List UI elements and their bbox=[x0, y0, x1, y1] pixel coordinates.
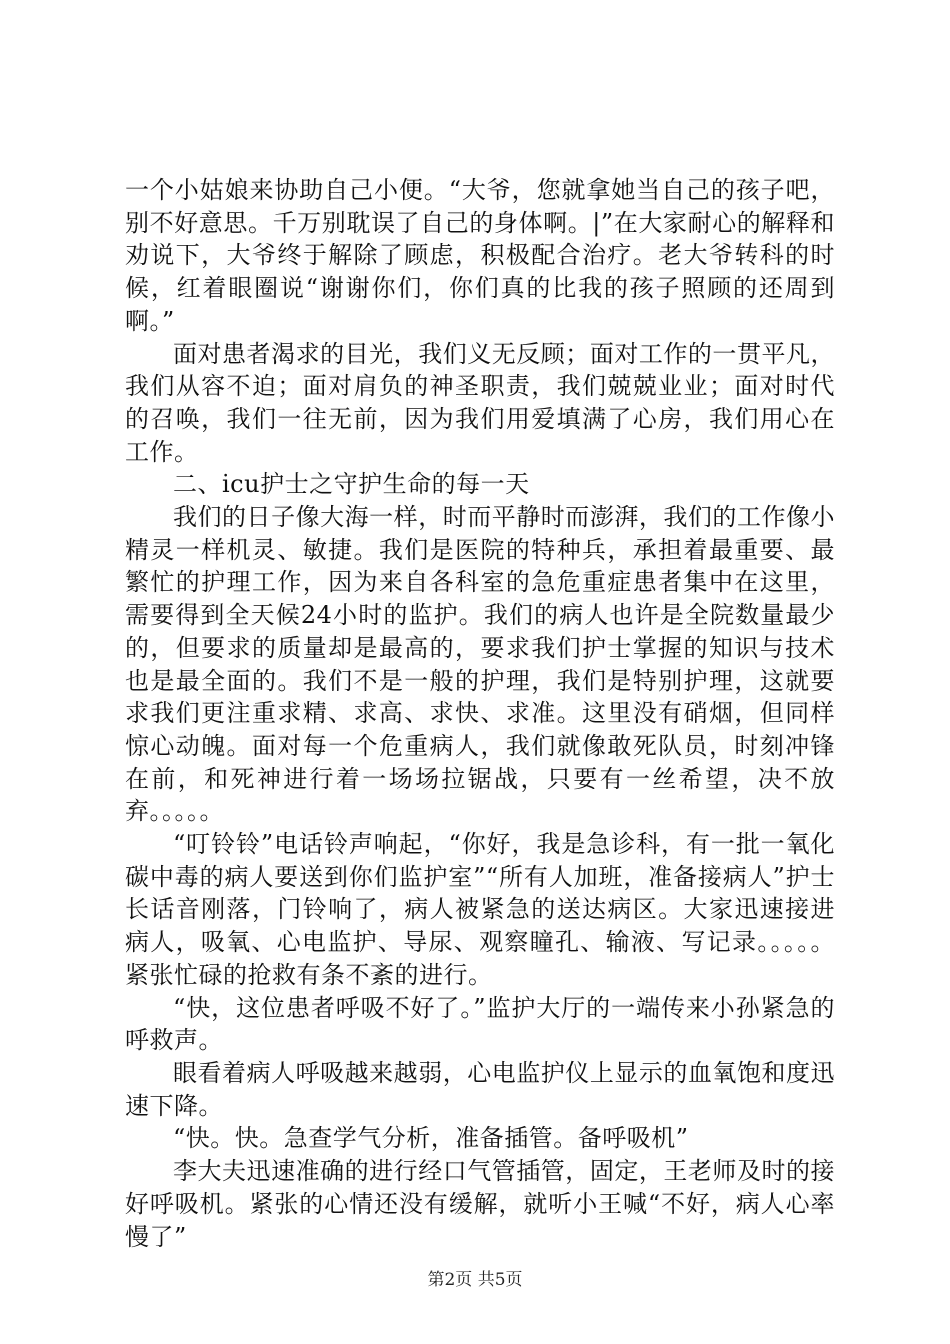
paragraph-2: 面对患者渴求的目光，我们义无反顾；面对工作的一贯平凡，我们从容不迫；面对肩负的神圣职责，我们兢兢业业；面对时代的召唤，我们一往无前，因为我们用爱填满了心房，我们用心在工作。 bbox=[125, 339, 835, 466]
paragraph-8: 李大夫迅速准确的进行经口气管插管，固定，王老师及时的接好呼吸机。紧张的心情还没有缓解，就听小王喊“不好，病人心率慢了” bbox=[125, 1157, 835, 1251]
paragraph-1: 一个小姑娘来协助自己小便。“大爷，您就拿她当自己的孩子吧，别不好意思。千万别耽误了自己的身体啊。|”在大家耐心的解释和劝说下，大爷终于解除了顾虑，积极配合治疗。老大爷转科的时候，红着眼圈说“谢谢你们，你们真的比我的孩子照顾的还周到啊。” bbox=[125, 176, 835, 335]
paragraph-7: “快。快。急查学气分析，准备插管。备呼吸机” bbox=[173, 1124, 689, 1153]
paragraph-5: “快，这位患者呼吸不好了。”监护大厅的一端传来小孙紧急的呼救声。 bbox=[125, 993, 835, 1055]
paragraph-3: 我们的日子像大海一样，时而平静时而澎湃，我们的工作像小精灵一样机灵、敏捷。我们是医院的特种兵，承担着最重要、最繁忙的护理工作，因为来自各科室的急危重症患者集中在这里，需要得到全天候24小时的监护。我们的病人也许是全院数量最少的，但要求的质量却是最高的，要求我们护士掌握的知识与技术也是最全面的。我们不是一般的护理，我们是特别护理，这就要求我们更注重求精、求高、求快、求准。这里没有硝烟，但同样惊心动魄。面对每一个危重病人，我们就像敢死队员，时刻冲锋在前，和死神进行着一场场拉锯战，只要有一丝希望，决不放弃。。。。。 bbox=[125, 503, 835, 826]
document-body bbox=[125, 174, 835, 1253]
section-heading: 二、icu护士之守护生命的每一天 bbox=[173, 470, 530, 499]
paragraph-6: 眼看着病人呼吸越来越弱，心电监护仪上显示的血氧饱和度迅速下降。 bbox=[125, 1058, 835, 1120]
page-footer: 第2页 共5页 bbox=[427, 1270, 523, 1290]
paragraph-4: “叮铃铃”电话铃声响起，“你好，我是急诊科，有一批一氧化碳中毒的病人要送到你们监护室”“所有人加班，准备接病人”护士长话音刚落，门铃响了，病人被紧急的送达病区。大家迅速接进病人，吸氧、心电监护、导尿、观察瞳孔、输液、写记录。。。。。紧张忙碌的抢救有条不紊的进行。 bbox=[125, 830, 835, 989]
